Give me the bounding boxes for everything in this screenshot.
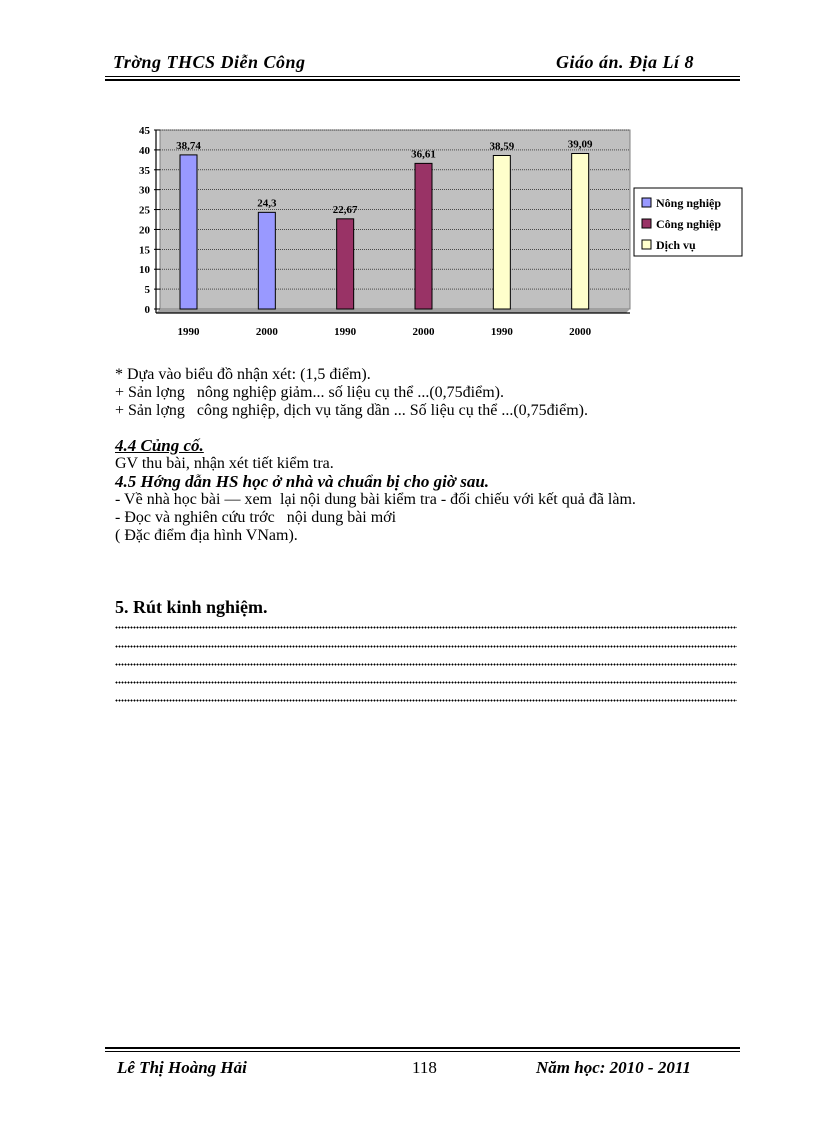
bar-4 [415,163,432,309]
x-tick-label-6: 2000 [569,326,592,338]
bar-6 [572,154,589,309]
y-tick-label: 30 [139,184,150,197]
y-tick-label: 35 [139,164,150,177]
x-tick-label-1: 1990 [177,326,200,338]
data-label-4: 36,61 [411,148,436,161]
data-label-1: 38,74 [176,139,201,152]
data-label-6: 39,09 [567,138,593,151]
dotted-line-4 [115,681,737,687]
section-4-5-heading: 4.5 Hớng dẫn HS học ở nhà và chuẩn bị cho giờ sau. [115,472,490,491]
dotted-line-3 [115,663,737,669]
homework-line-2: - Đọc và nghiên cứu trớc nội dung bài mới [115,509,397,526]
x-tick-label-5: 1990 [490,326,513,338]
x-tick-label-4: 2000 [412,326,435,338]
y-tick-label: 20 [139,224,150,237]
comment-agriculture: + Sản lợng nông nghiệp giảm... số liệu cụ thể ...(0,75điểm). [115,384,504,401]
legend-swatch-1 [642,198,651,207]
legend-swatch-2 [642,219,651,228]
legend-label-3: Dịch vụ [656,238,696,252]
section-5-heading: 5. Rút kinh nghiệm. [115,597,268,617]
dotted-line-1 [115,626,737,632]
x-tick-label-3: 1990 [334,326,357,338]
footer-author: Lê Thị Hoàng Hải [117,1058,247,1077]
section-4-4-text: GV thu bài, nhận xét tiết kiểm tra. [115,455,334,472]
legend-label-1: Nông nghiệp [656,196,722,210]
comment-industry-services: + Sản lợng công nghiệp, dịch vụ tăng dần ... Số liệu cụ thể ...(0,75điểm). [115,402,588,419]
header-rule-thick [105,79,740,81]
section-4-4-heading: 4.4 Củng cố. [115,436,204,455]
bar-3 [337,219,354,309]
homework-line-1: - Về nhà học bài — xem lại nội dung bài kiểm tra - đối chiếu với kết quả đã làm. [115,491,636,508]
footer-rule-thin [105,1051,740,1052]
footer-rule-thick [105,1047,740,1049]
y-tick-label: 0 [144,304,150,316]
header-subject: Giáo án. Địa Lí 8 [556,52,695,72]
bar-2 [258,212,275,309]
y-tick-label: 10 [139,264,150,277]
y-tick-label: 40 [139,144,150,157]
homework-line-3: ( Đặc điểm địa hình VNam). [115,527,298,544]
data-label-5: 38,59 [489,140,515,153]
comment-intro: * Dựa vào biểu đồ nhận xét: (1,5 điểm). [115,366,371,383]
dotted-line-5 [115,699,737,705]
y-tick-label: 25 [139,204,150,217]
y-tick-label: 5 [144,284,150,297]
y-tick-label: 45 [139,125,150,137]
x-tick-label-2: 2000 [255,326,278,338]
legend-swatch-3 [642,240,651,249]
page-number: 118 [412,1058,437,1077]
bar-5 [493,155,510,309]
header-school: Trờng THCS Diễn Công [113,52,306,72]
header-rule-thin [105,76,740,77]
data-label-3: 22,67 [332,203,358,216]
bar-1 [180,155,197,309]
legend-label-2: Công nghiệp [656,217,722,231]
dotted-line-2 [115,645,737,651]
plot-area [160,130,630,309]
data-label-2: 24,3 [257,197,277,210]
footer-school-year: Năm học: 2010 - 2011 [536,1058,691,1077]
y-tick-label: 15 [139,244,150,257]
bar-chart [110,118,750,350]
